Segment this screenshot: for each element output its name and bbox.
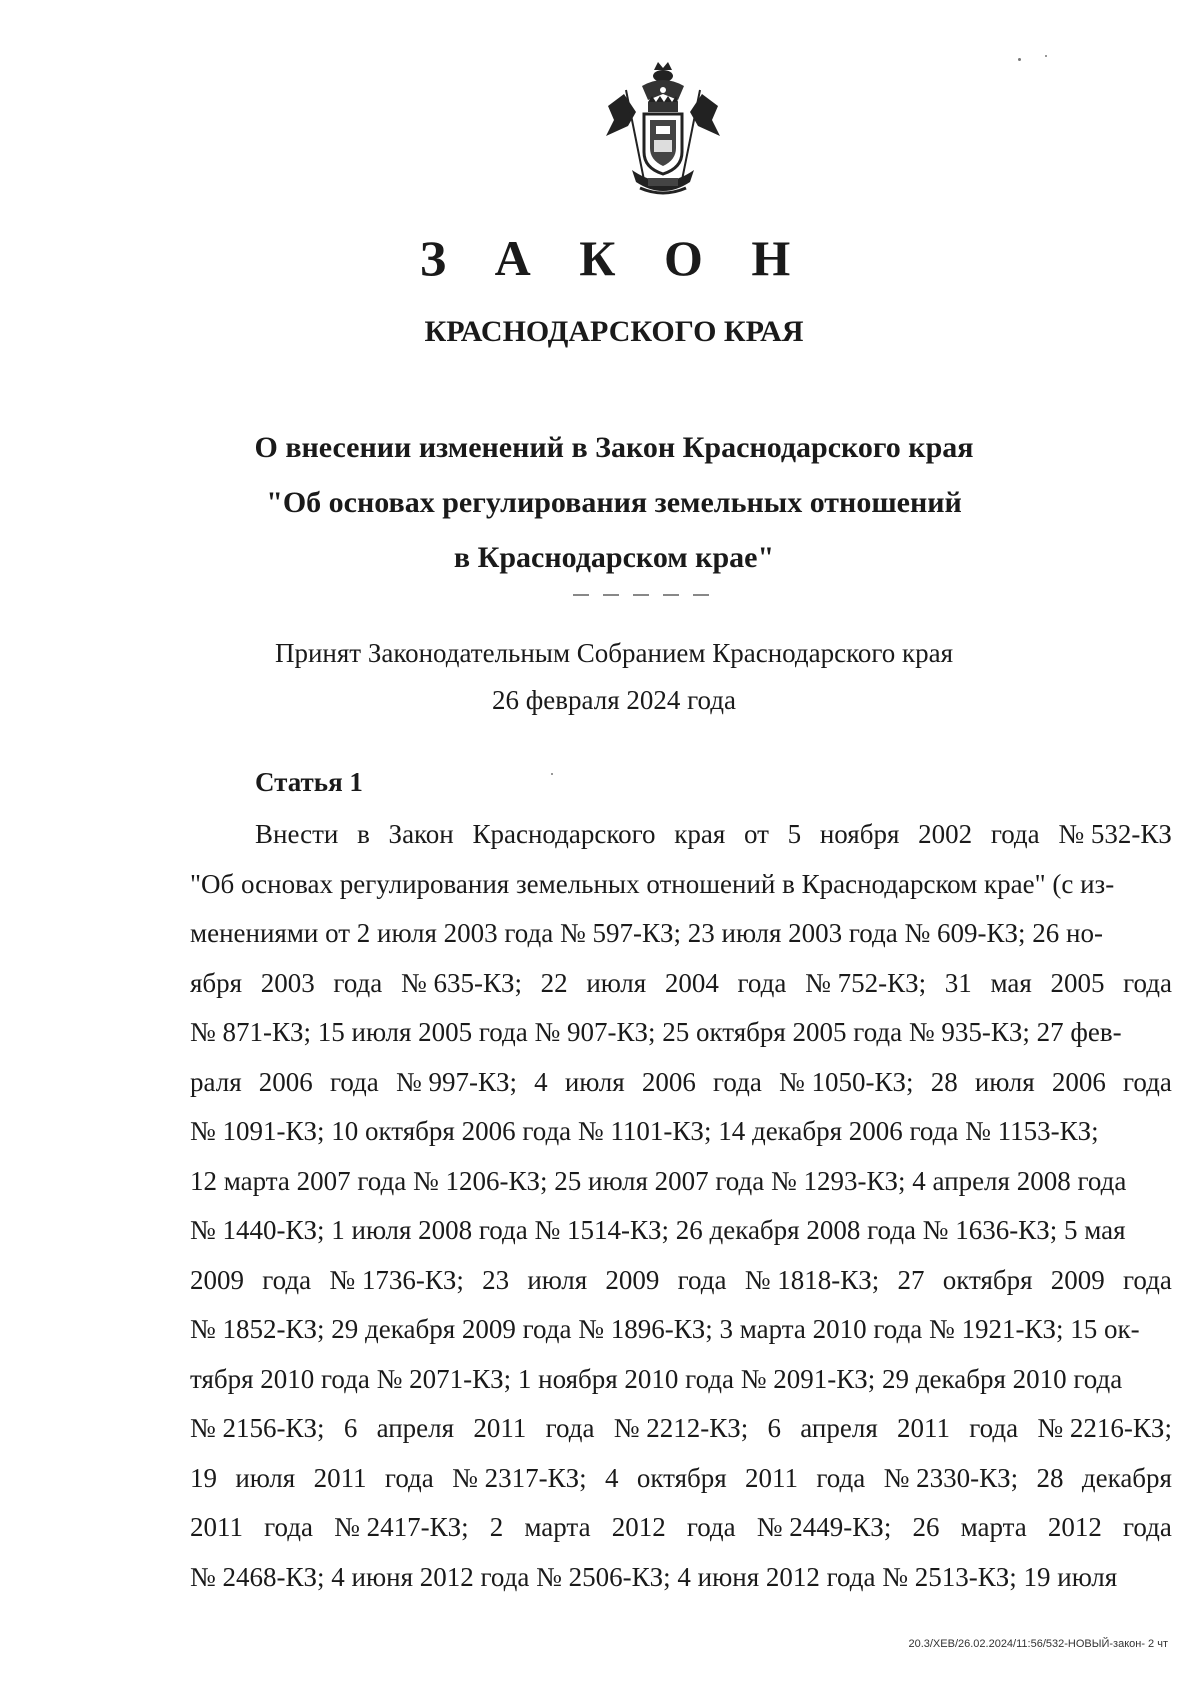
article-body-word: № 1050-КЗ;	[778, 1066, 914, 1097]
article-body-word: октября	[636, 1462, 727, 1493]
article-body-word: 2011	[190, 1512, 243, 1542]
article-body-word: № 871-КЗ; 15 июля 2005 года № 907-КЗ; 25 октября 2005 года № 935-КЗ; 27 фев-	[190, 1017, 1122, 1047]
article-body-line	[190, 1206, 1172, 1256]
article-body-word: 2005	[1050, 967, 1105, 998]
document-title: З А К О Н	[419, 230, 809, 286]
article-body-word: 12 марта 2007 года № 1206-КЗ; 25 июля 2007 года № 1293-КЗ; 4 апреля 2008 года	[190, 1165, 1127, 1196]
article-body-word: июля	[586, 967, 647, 998]
article-body-word: декабря	[1081, 1462, 1172, 1493]
law-heading	[200, 420, 1028, 585]
article-body-line	[190, 1107, 1172, 1157]
article-body-word: мая	[990, 967, 1032, 998]
document-footer-code: 20.3/ХЕВ/26.02.2024/11:56/532-НОВЫЙ-закон- 2 чт	[908, 1638, 1168, 1650]
article-body-word: № 752-КЗ;	[805, 967, 927, 998]
article-body-word: от	[743, 819, 769, 849]
article-body-line	[190, 1256, 1172, 1306]
article-body-word: № 532-КЗ	[1058, 819, 1172, 849]
scan-speck	[1018, 58, 1021, 61]
article-body-word: № 1852-КЗ; 29 декабря 2009 года № 1896-КЗ; 3 марта 2010 года № 1921-КЗ; 15 ок-	[190, 1314, 1140, 1344]
article-body-word: года	[1123, 967, 1172, 998]
article-body-word: в	[357, 819, 370, 849]
article-body-word: 4	[534, 1066, 548, 1097]
article-body-line	[190, 1454, 1172, 1504]
article-body-word: края	[674, 819, 726, 849]
article-body-word: октября	[942, 1264, 1033, 1295]
article-body-word: № 2212-КЗ;	[613, 1413, 749, 1443]
article-body-line	[190, 909, 1172, 959]
article-body-word: 28	[1036, 1462, 1064, 1493]
article-body-word: ноября	[819, 819, 900, 849]
article-body-word: 31	[944, 967, 972, 998]
article-body-word: № 2449-КЗ;	[756, 1512, 892, 1542]
article-body-word: года	[384, 1462, 434, 1493]
article-body-word: апреля	[800, 1413, 878, 1443]
article-body-word: июля	[974, 1066, 1035, 1097]
article-body-word: 2003	[260, 967, 315, 998]
article-body-word: 2011	[897, 1413, 951, 1443]
article-body-word: марта	[524, 1512, 591, 1542]
krasnodar-coat-of-arms-icon	[604, 60, 722, 200]
article-body-word: 2006	[641, 1066, 696, 1097]
article-body-word: 2009	[190, 1264, 244, 1295]
adoption-body: Принят Законодательным Собранием Краснодарского края	[274, 638, 954, 668]
article-body-word: марта	[960, 1512, 1027, 1542]
article-body-line	[190, 1305, 1172, 1355]
article-body-line	[190, 959, 1172, 1009]
article-body-word: года	[712, 1066, 762, 1097]
article-body-word: 26	[912, 1512, 940, 1542]
article-body-word: Закон	[388, 819, 454, 849]
article-body-word: 2012	[611, 1512, 666, 1542]
article-body-word: года	[1123, 1264, 1172, 1295]
dashed-separator	[573, 594, 719, 596]
article-body-word: июля	[235, 1462, 296, 1493]
article-body-word: 27	[897, 1264, 925, 1295]
article-body-word: 2002	[918, 819, 973, 849]
article-body-word: № 1736-КЗ;	[329, 1264, 464, 1295]
article-body-line	[190, 810, 1172, 860]
article-body-word: № 2417-КЗ;	[334, 1512, 469, 1542]
article-body-word: 28	[930, 1066, 958, 1097]
article-body-word: № 2330-КЗ;	[883, 1462, 1019, 1493]
article-body-word: раля	[190, 1066, 242, 1097]
article-body-line	[190, 1058, 1172, 1108]
article-body-word: менениями от 2 июля 2003 года № 597-КЗ; 23 июля 2003 года № 609-КЗ; 26 но-	[190, 918, 1103, 948]
article-body-word: июля	[564, 1066, 625, 1097]
article-body-line	[190, 1553, 1172, 1603]
article-title: Статья 1	[255, 767, 363, 797]
article-body-word: 2006	[258, 1066, 313, 1097]
heading-line: в Краснодарском крае"	[453, 541, 775, 574]
article-body-word: года	[686, 1512, 736, 1542]
article-body-word: 2011	[473, 1413, 527, 1443]
article-body-word: года	[1123, 1512, 1172, 1542]
article-body-line	[190, 1157, 1172, 1207]
adoption-date: 26 февраля 2024 года	[492, 685, 736, 715]
article-body-word: года	[264, 1512, 313, 1542]
article-body-word: № 2317-КЗ;	[452, 1462, 587, 1493]
article-body-word: года	[329, 1066, 379, 1097]
article-body-word: 2011	[745, 1462, 799, 1493]
article-body-word: года	[262, 1264, 312, 1295]
article-body-word: № 2156-КЗ;	[190, 1413, 325, 1443]
article-body-line	[190, 1404, 1172, 1454]
article-body-line	[190, 1355, 1172, 1405]
scan-speck	[551, 773, 553, 775]
article-body-word: № 1818-КЗ;	[744, 1264, 880, 1295]
article-body-word: № 2216-КЗ;	[1037, 1413, 1172, 1443]
article-body-word: 6	[343, 1413, 358, 1443]
article-body-word: Краснодарского	[472, 819, 656, 849]
article-body-word: 22	[540, 967, 568, 998]
article-body-word: апреля	[376, 1413, 455, 1443]
article-body-word: № 1440-КЗ; 1 июля 2008 года № 1514-КЗ; 26 декабря 2008 года № 1636-КЗ; 5 мая	[190, 1215, 1126, 1245]
article-body-word: 23	[482, 1264, 510, 1295]
article-body-word: № 997-КЗ;	[395, 1066, 517, 1097]
article-body-word: 2009	[1050, 1264, 1105, 1295]
article-body-word: № 635-КЗ;	[400, 967, 522, 998]
article-body-word: года	[816, 1462, 866, 1493]
article-body-word: 6	[767, 1413, 782, 1443]
article-body-word: года	[677, 1264, 727, 1295]
article-body-word: "Об основах регулирования земельных отношений в Краснодарском крае" (с из-	[190, 868, 1115, 899]
article-body-word: года	[990, 819, 1040, 849]
article-body-word: 2011	[313, 1462, 367, 1493]
article-body-word: ября	[190, 967, 243, 998]
article-body-word: 2	[489, 1512, 504, 1542]
heading-line: "Об основах регулирования земельных отношений	[266, 486, 962, 519]
article-body-word: года	[545, 1413, 595, 1443]
article-body-word: Внести	[255, 819, 339, 849]
article-body-word: 4	[605, 1462, 619, 1493]
article-body-line	[190, 1503, 1172, 1553]
article-body-word: года	[969, 1413, 1019, 1443]
article-body-word: 19	[190, 1462, 217, 1493]
article-body-word: 2004	[664, 967, 719, 998]
adoption-note	[0, 630, 1200, 724]
document-subtitle: КРАСНОДАРСКОГО КРАЯ	[424, 315, 804, 348]
article-body-word: июля	[527, 1264, 588, 1295]
article-body-line	[190, 1008, 1172, 1058]
article-body-line	[190, 860, 1172, 910]
article-body-word: № 1091-КЗ; 10 октября 2006 года № 1101-КЗ; 14 декабря 2006 года № 1153-КЗ;	[190, 1116, 1099, 1146]
article-body-word: № 2468-КЗ; 4 июня 2012 года № 2506-КЗ; 4 июня 2012 года № 2513-КЗ; 19 июля	[190, 1561, 1118, 1592]
article-body-word: тября 2010 года № 2071-КЗ; 1 ноября 2010 года № 2091-КЗ; 29 декабря 2010 года	[190, 1363, 1123, 1394]
article-body-word: года	[333, 967, 383, 998]
article-body-word: года	[737, 967, 787, 998]
article-body-word: 2006	[1051, 1066, 1106, 1097]
article-body-word: 5	[787, 819, 802, 849]
article-body-word: года	[1123, 1066, 1172, 1097]
article-body	[190, 810, 1172, 1602]
scan-speck	[1045, 55, 1047, 57]
heading-line: О внесении изменений в Закон Краснодарского края	[254, 431, 974, 464]
article-body-word: 2009	[605, 1264, 660, 1295]
article-body-word: 2012	[1047, 1512, 1102, 1542]
